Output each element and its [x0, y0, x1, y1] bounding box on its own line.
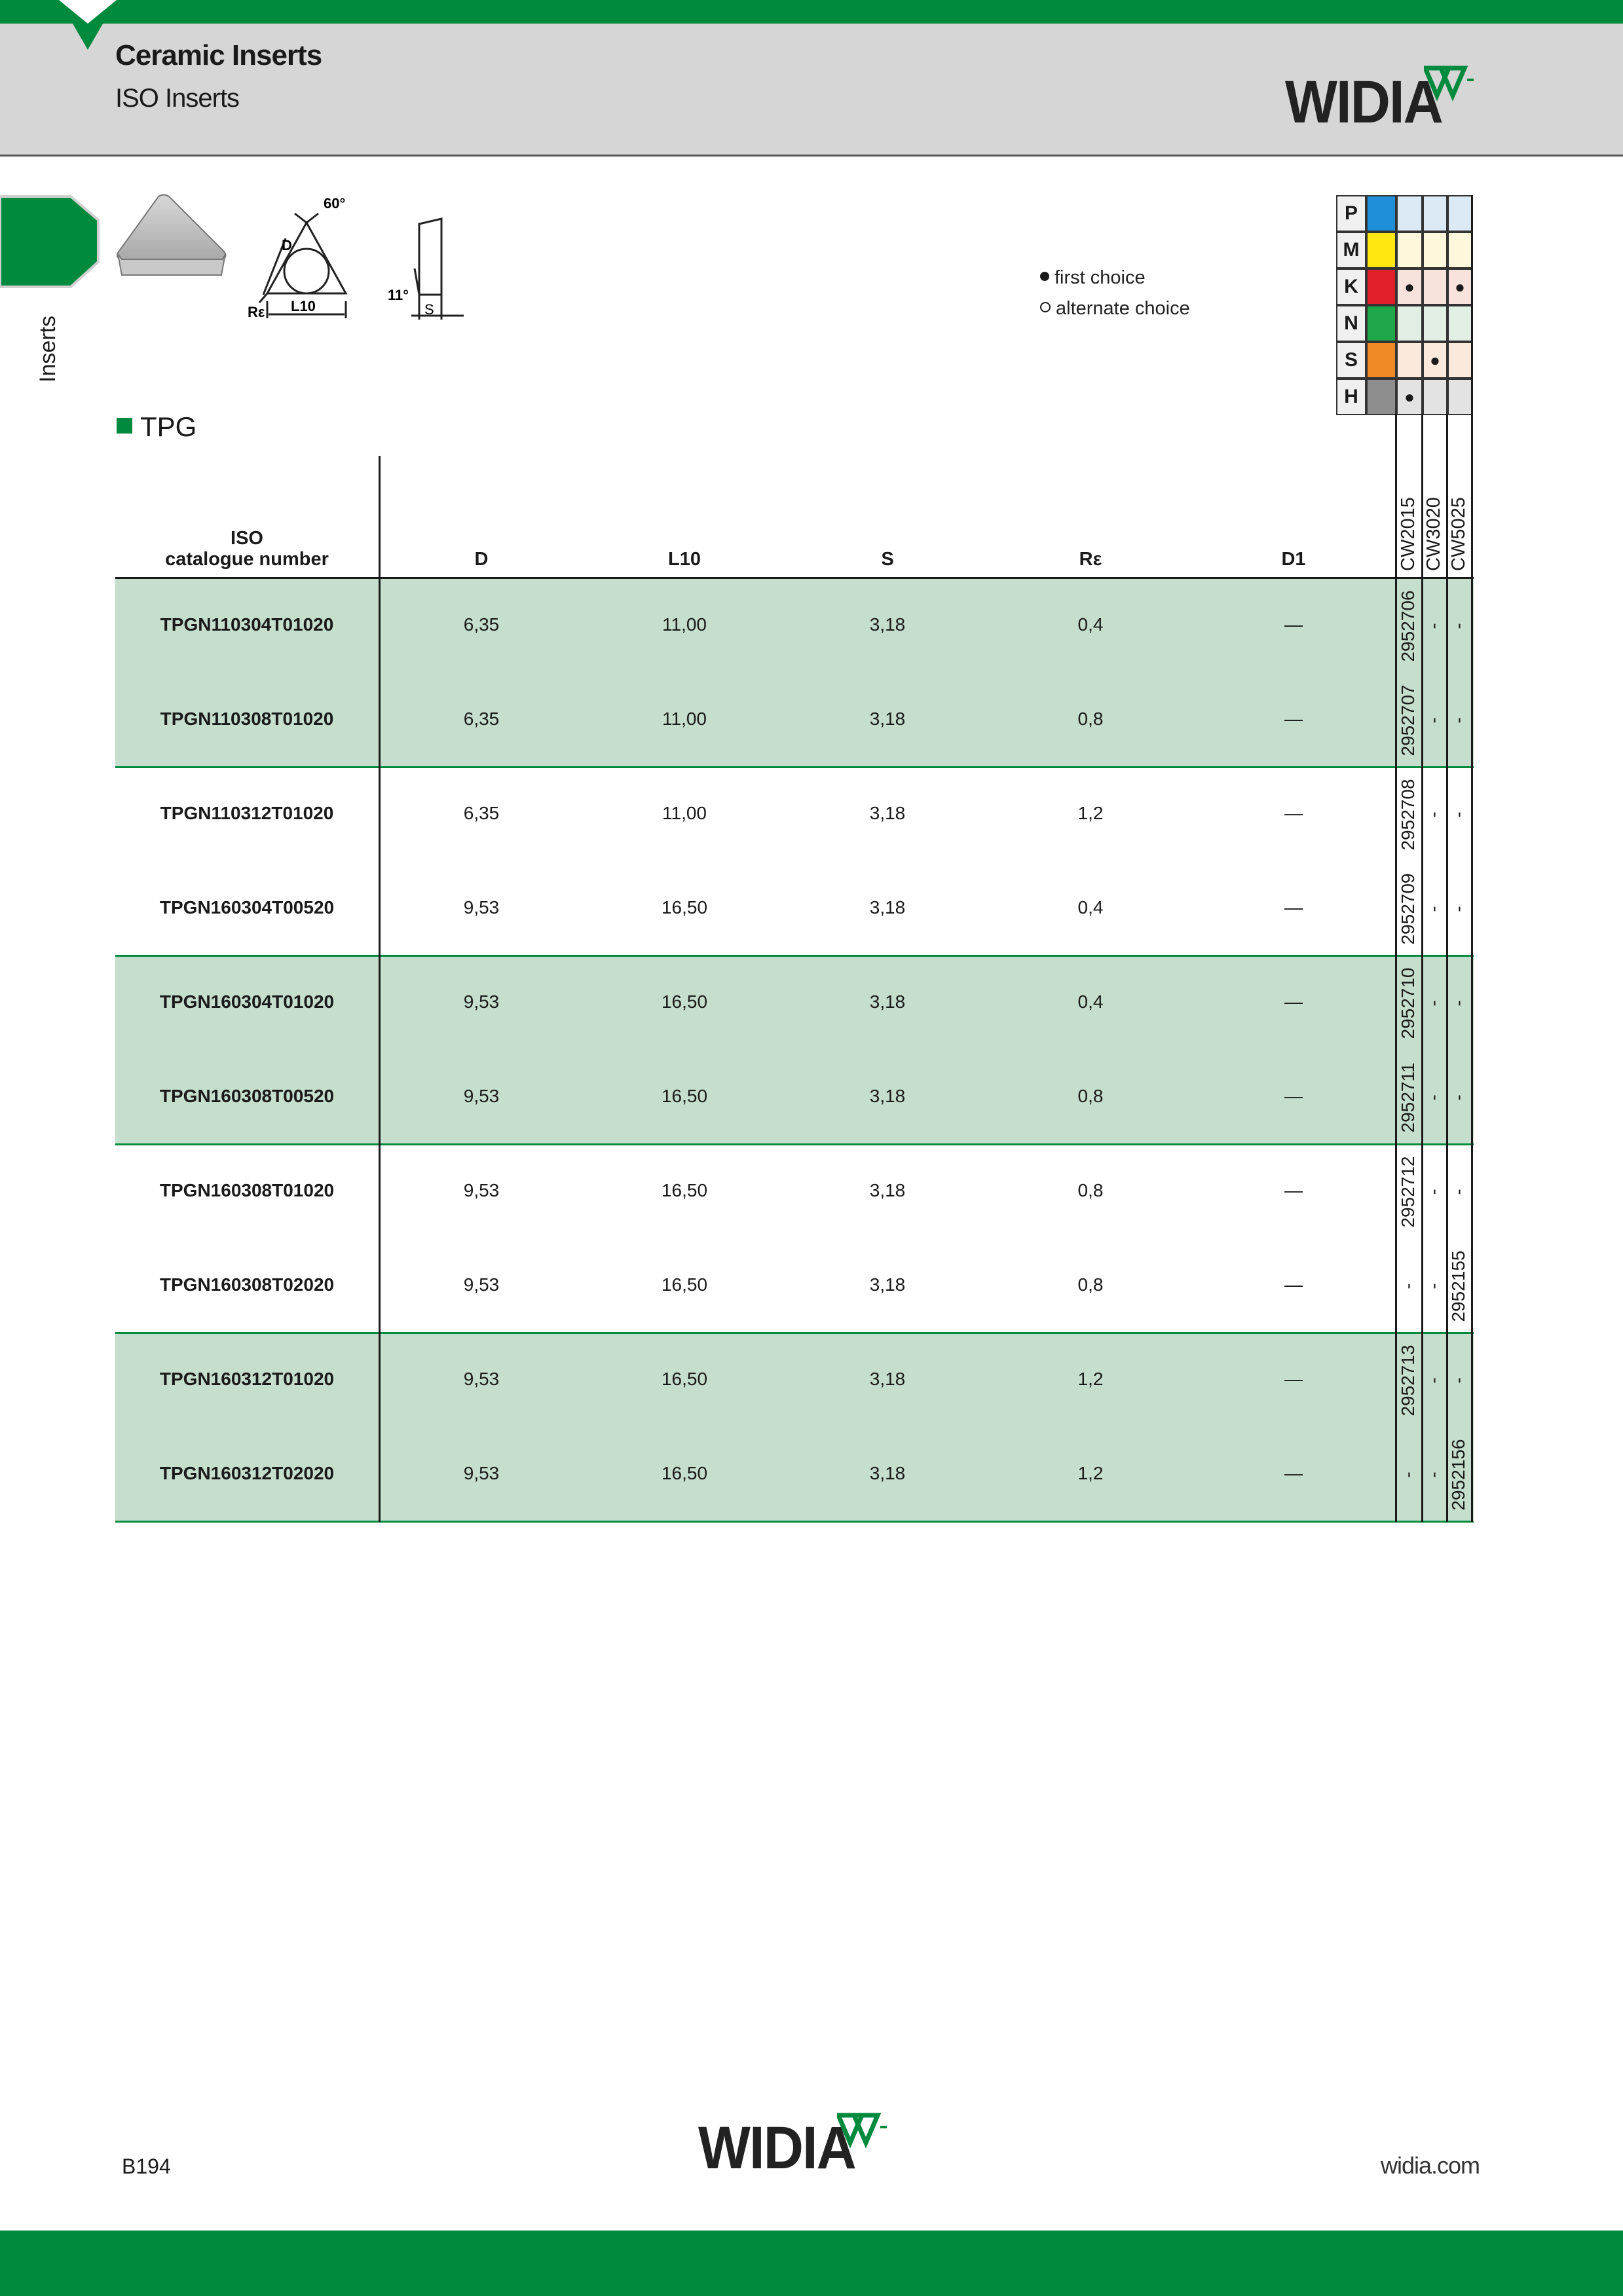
filled-dot-icon: [1040, 272, 1049, 281]
row-band: [115, 1333, 1474, 1522]
cell-d1: —: [1284, 991, 1303, 1012]
cell-l10: 16,50: [661, 1463, 708, 1483]
cell-s: 3,18: [869, 614, 906, 635]
group-color-swatch: [1366, 379, 1396, 415]
cell-grade-code: -: [1448, 1094, 1468, 1101]
group-grade-mark: ●: [1396, 379, 1423, 415]
cell-d1: —: [1284, 803, 1303, 823]
cell-s: 3,18: [869, 1463, 906, 1483]
cell-d: 9,53: [463, 1180, 500, 1200]
cell-re: 0,8: [1077, 1180, 1104, 1200]
cell-re: 0,4: [1077, 897, 1104, 917]
group-grade-mark: [1396, 195, 1423, 232]
group-color-swatch: [1366, 232, 1396, 268]
cell-d: 9,53: [463, 991, 500, 1012]
cell-iso: TPGN110304T01020: [160, 614, 334, 635]
cell-re: 1,2: [1077, 1369, 1104, 1389]
cell-iso: TPGN110312T01020: [160, 803, 334, 823]
cell-d: 9,53: [463, 1463, 500, 1483]
diagram-d-label: D: [282, 237, 292, 253]
header-d1: D1: [1281, 549, 1306, 570]
cell-d: 6,35: [463, 803, 500, 823]
cell-grade-code: -: [1423, 1189, 1444, 1195]
group-grade-mark: [1447, 232, 1472, 268]
cell-d: 9,53: [463, 1274, 500, 1295]
cell-grade-code: -: [1398, 1472, 1418, 1478]
cell-iso: TPGN160312T02020: [159, 1463, 335, 1483]
cell-l10: 16,50: [661, 1369, 708, 1389]
group-grade-mark: [1423, 195, 1447, 232]
group-grade-mark: [1447, 379, 1472, 415]
header-l10: L10: [668, 549, 701, 570]
cell-s: 3,18: [869, 1274, 906, 1295]
website-link[interactable]: widia.com: [1381, 2152, 1480, 2179]
cell-grade-code: -: [1448, 623, 1468, 629]
group-grade-mark: [1396, 305, 1423, 342]
cell-d1: —: [1284, 1086, 1303, 1106]
diagram-angle-label: 60°: [324, 195, 346, 212]
cell-grade-code: -: [1448, 1189, 1468, 1195]
group-color-swatch: [1366, 195, 1396, 232]
cell-re: 0,8: [1077, 1274, 1104, 1295]
cell-d1: —: [1284, 614, 1303, 635]
cell-re: 1,2: [1077, 1463, 1104, 1483]
group-letter: K: [1336, 268, 1366, 305]
group-grade-mark: [1447, 342, 1472, 379]
cell-s: 3,18: [869, 709, 906, 729]
cell-s: 3,18: [869, 897, 906, 917]
cell-re: 0,4: [1077, 991, 1104, 1012]
bottom-green-bar: [0, 2231, 1623, 2296]
group-rule: [115, 955, 1474, 957]
cell-d1: —: [1284, 1369, 1303, 1389]
cell-d: 9,53: [463, 1369, 500, 1389]
cell-iso: TPGN160308T02020: [159, 1274, 335, 1295]
section-marker-icon: [117, 418, 132, 434]
cell-grade-code: -: [1423, 1377, 1444, 1384]
diagram-s-label: S: [424, 301, 434, 318]
group-grade-mark: ●: [1447, 268, 1472, 305]
header-iso-line1: ISO: [231, 528, 263, 549]
header-re: Rε: [1079, 549, 1102, 570]
cell-grade-code: -: [1423, 811, 1444, 818]
header-d: D: [474, 549, 489, 570]
cell-iso: TPGN160304T01020: [159, 991, 335, 1012]
section-label: TPG: [140, 411, 197, 442]
group-grade-mark: [1447, 195, 1472, 232]
cell-s: 3,18: [869, 1180, 906, 1200]
group-grade-mark: [1423, 232, 1447, 268]
header-s: S: [881, 549, 894, 570]
cell-l10: 16,50: [661, 1274, 708, 1295]
cell-d: 6,35: [463, 709, 500, 729]
group-letter: H: [1336, 379, 1366, 415]
cell-iso: TPGN110308T01020: [160, 709, 334, 729]
cell-grade-code: -: [1423, 623, 1444, 629]
cell-l10: 16,50: [661, 1180, 708, 1200]
cell-grade-code: 2952708: [1398, 779, 1418, 851]
top-green-bar: [0, 0, 1623, 24]
cell-d1: —: [1284, 709, 1303, 729]
cell-grade-code: -: [1448, 811, 1468, 818]
grade-column-divider: [1471, 195, 1473, 1522]
page-title: Ceramic Inserts: [115, 39, 322, 71]
row-band: [115, 956, 1474, 1145]
cell-iso: TPGN160308T01020: [159, 1180, 335, 1200]
group-grade-mark: [1423, 379, 1447, 415]
legend-first-choice: first choice: [1040, 267, 1146, 289]
cell-grade-code: -: [1423, 1000, 1444, 1007]
group-color-swatch: [1366, 268, 1396, 305]
group-letter: N: [1336, 305, 1366, 342]
cell-d1: —: [1284, 897, 1303, 917]
cell-grade-code: 2952156: [1448, 1439, 1468, 1511]
cell-l10: 16,50: [661, 897, 708, 917]
cell-iso: TPGN160304T00520: [159, 897, 335, 917]
cell-grade-code: 2952711: [1398, 1062, 1418, 1133]
cell-d: 9,53: [463, 897, 500, 917]
grade-header: CW5025: [1448, 497, 1469, 571]
group-grade-mark: [1396, 342, 1423, 379]
cell-grade-code: 2952713: [1398, 1344, 1418, 1416]
grade-header: CW2015: [1398, 497, 1419, 571]
cell-iso: TPGN160308T00520: [159, 1086, 335, 1106]
side-tab-label: Inserts: [35, 315, 60, 382]
cell-d: 9,53: [463, 1086, 500, 1106]
cell-grade-code: 2952712: [1398, 1156, 1418, 1228]
table-bottom-rule: [115, 1521, 1474, 1523]
group-letter: M: [1336, 232, 1366, 268]
group-grade-mark: [1423, 268, 1447, 305]
cell-s: 3,18: [869, 991, 906, 1012]
cell-iso: TPGN160312T01020: [159, 1369, 335, 1389]
cell-grade-code: -: [1423, 1472, 1444, 1478]
cell-re: 0,4: [1077, 614, 1104, 635]
page-number: B194: [122, 2155, 171, 2178]
footer-logo: [698, 2113, 895, 2185]
diagram-l10-label: L10: [291, 298, 316, 314]
cell-l10: 16,50: [661, 1086, 708, 1106]
cell-grade-code: 2952707: [1398, 684, 1418, 756]
cell-d: 6,35: [463, 614, 500, 635]
cell-grade-code: -: [1448, 717, 1468, 724]
cell-grade-code: -: [1423, 1283, 1444, 1289]
cell-re: 1,2: [1077, 803, 1104, 823]
group-color-swatch: [1366, 342, 1396, 379]
cell-l10: 11,00: [662, 614, 707, 635]
group-rule: [115, 1332, 1474, 1334]
group-grade-mark: ●: [1396, 268, 1423, 305]
cell-grade-code: 2952155: [1448, 1250, 1468, 1322]
header-rule: [115, 577, 1474, 579]
cell-grade-code: 2952706: [1398, 590, 1418, 662]
cell-grade-code: -: [1423, 1094, 1444, 1101]
group-letter: P: [1336, 195, 1366, 232]
cell-s: 3,18: [869, 1369, 906, 1389]
cell-grade-code: -: [1423, 717, 1444, 724]
cell-l10: 11,00: [662, 803, 707, 823]
cell-l10: 11,00: [662, 709, 707, 729]
widia-triangles-icon: [1424, 65, 1476, 106]
group-rule: [115, 766, 1474, 768]
cell-grade-code: 2952709: [1398, 873, 1418, 945]
cell-d1: —: [1284, 1463, 1303, 1483]
cell-re: 0,8: [1077, 1086, 1104, 1106]
logo-wordmark: WIDIA: [1285, 69, 1442, 136]
group-grade-mark: [1423, 305, 1447, 342]
insert-dimension-diagram: [248, 190, 470, 327]
cell-grade-code: -: [1448, 1377, 1468, 1384]
open-dot-icon: [1040, 302, 1051, 312]
side-tab-shape: [0, 194, 100, 289]
cell-grade-code: 2952710: [1398, 967, 1418, 1039]
group-color-swatch: [1366, 305, 1396, 342]
cell-d1: —: [1284, 1180, 1303, 1200]
cell-d1: —: [1284, 1274, 1303, 1295]
cell-s: 3,18: [869, 1086, 906, 1106]
header-notch-inner: [59, 0, 117, 24]
footer-logo-wordmark: WIDIA: [698, 2115, 855, 2181]
footer-widia-triangles-icon: [837, 2113, 889, 2153]
page-subtitle: ISO Inserts: [115, 84, 240, 113]
row-band: [115, 579, 1474, 768]
diagram-clearance-label: 11°: [388, 287, 409, 303]
cell-l10: 16,50: [661, 991, 708, 1012]
group-grade-mark: ●: [1423, 342, 1447, 379]
cell-grade-code: -: [1398, 1283, 1418, 1289]
group-letter: S: [1336, 342, 1366, 379]
cell-re: 0,8: [1077, 709, 1104, 729]
group-rule: [115, 1143, 1474, 1145]
cell-grade-code: -: [1423, 906, 1444, 912]
header-iso-line2: catalogue number: [165, 549, 329, 570]
legend-alternate-choice: alternate choice: [1040, 298, 1190, 320]
group-grade-mark: [1396, 232, 1423, 268]
cell-grade-code: -: [1448, 1000, 1468, 1007]
diagram-re-label: Rε: [248, 304, 265, 320]
insert-photo-icon: [113, 191, 231, 283]
cell-s: 3,18: [869, 803, 906, 823]
grade-header: CW3020: [1423, 497, 1444, 571]
cell-grade-code: -: [1448, 906, 1468, 912]
header-logo: [1285, 65, 1482, 138]
group-grade-mark: [1447, 305, 1472, 342]
